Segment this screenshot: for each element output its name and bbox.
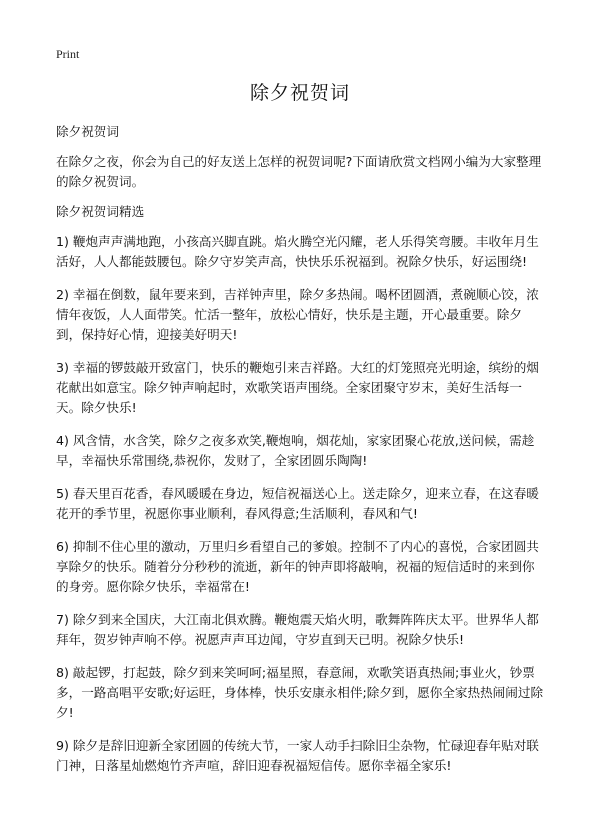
greeting-paragraph-9: 9) 除夕是辞旧迎新全家团圆的传统大节，一家人动手扫除旧尘杂物，忙碌迎春年贴对联门神，日落星灿燃炮竹齐声喧，辞旧迎春祝福短信传。愿你幸福全家乐!	[56, 738, 539, 773]
greeting-paragraph-2: 2) 幸福在倒数，鼠年要来到，吉祥钟声里，除夕多热闹。喝杯团圆酒，煮碗顺心饺，浓情年夜饭，人人面带笑。忙活一整年，放松心情好，快乐是主题，开心最重要。除夕到，保持好心情，迎接美好明天!	[56, 287, 539, 342]
document-subtitle: 除夕祝贺词	[56, 124, 119, 139]
greeting-paragraph-8: 8) 敲起锣，打起鼓，除夕到来笑呵呵;福星照，春意闹，欢歌笑语真热闹;事业火，钞票多，一路高唱平安歌;好运旺，身体棒，快乐安康永相伴;除夕到，愿你全家热热闹闹过除夕!	[56, 665, 544, 720]
greeting-paragraph-7: 7) 除夕到来全国庆，大江南北俱欢腾。鞭炮震天焰火明，歌舞阵阵庆太平。世界华人都拜年，贺岁钟声响不停。祝愿声声耳边闻，守岁直到天已明。祝除夕快乐!	[56, 612, 539, 647]
greeting-paragraph-5: 5) 春天里百花香，春风暖暖在身边，短信祝福送心上。送走除夕，迎来立春，在这春暖花开的季节里，祝愿你事业顺利，春风得意;生活顺利，春风和气!	[56, 486, 539, 521]
print-link[interactable]: Print	[56, 47, 80, 61]
greeting-paragraph-6: 6) 抑制不住心里的激动，万里归乡看望自己的爹娘。控制不了内心的喜悦，合家团圆共享除夕的快乐。随着分分秒秒的流逝，新年的钟声即将敲响，祝福的短信适时的来到你的身旁。愿你除夕快乐，幸福常在!	[56, 539, 539, 594]
document-body	[56, 122, 544, 789]
greeting-paragraph-1: 1) 鞭炮声声满地跑，小孩高兴脚直跳。焰火腾空光闪耀，老人乐得笑弯腰。丰收年月生活好，人人都能鼓腰包。除夕守岁笑声高，快快乐乐祝福到。祝除夕快乐，好运围绕!	[56, 234, 539, 269]
intro-paragraph: 在除夕之夜，你会为自己的好友送上怎样的祝贺词呢?下面请欣赏文档网小编为大家整理的除夕祝贺词。	[56, 154, 542, 189]
greeting-paragraph-4: 4) 风含情，水含笑，除夕之夜多欢笑,鞭炮响，烟花灿，家家团聚心花放,送问候，需趁早，幸福快乐常围绕,恭祝你，发财了，全家团圆乐陶陶!	[56, 433, 535, 468]
section-heading: 除夕祝贺词精选	[56, 204, 145, 219]
greeting-paragraph-3: 3) 幸福的锣鼓敲开致富门，快乐的鞭炮引来吉祥路。大红的灯笼照亮光明途，缤纷的烟花献出如意宝。除夕钟声响起时，欢歌笑语声围绕。全家团聚守岁末，美好生活每一天。除夕快乐!	[56, 360, 539, 415]
document-title: 除夕祝贺词	[249, 82, 350, 104]
